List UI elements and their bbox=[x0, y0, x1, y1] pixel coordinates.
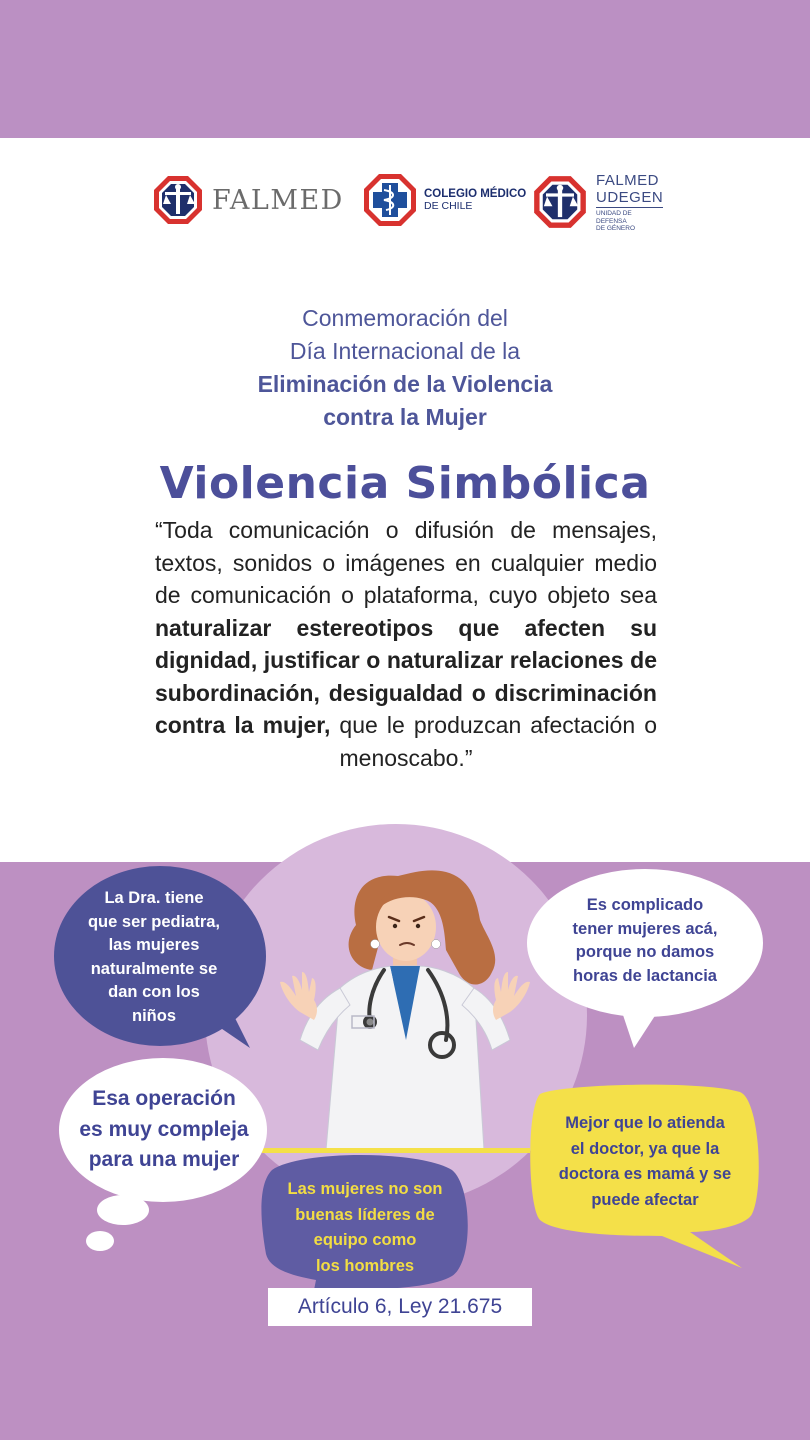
commemoration-heading bbox=[0, 302, 810, 434]
bubble-line: tener mujeres acá, bbox=[572, 919, 718, 938]
bubble-line: para una mujer bbox=[88, 1148, 240, 1171]
bubble-line: los hombres bbox=[315, 1256, 415, 1275]
falmed-shield-icon bbox=[152, 174, 204, 226]
quote-part1: “Toda comunicación o difusión de mensajes, textos, sonidos o imágenes en cualquier medio de comunicación o plataforma, cuyo objeto sea bbox=[155, 517, 657, 608]
commemoration-line1: Conmemoración del bbox=[302, 305, 508, 331]
bubble-doctor-text bbox=[538, 1111, 752, 1213]
bubble-line: dan con los bbox=[108, 983, 200, 1001]
bubble-line: que ser pediatra, bbox=[87, 912, 221, 931]
colegio-name-line2: DE CHILE bbox=[424, 200, 473, 212]
bubble-line: buenas líderes de bbox=[295, 1205, 435, 1224]
bubble-line: naturalmente se bbox=[90, 959, 218, 978]
falmed-udegen-logo bbox=[532, 172, 663, 233]
bubble-line: doctora es mamá y se bbox=[558, 1165, 732, 1183]
caduceus-cross-icon bbox=[362, 172, 418, 228]
udegen-sub3: DE GÉNERO bbox=[596, 225, 636, 232]
udegen-sub2: DEFENSA bbox=[596, 217, 627, 225]
bubble-lactancia-text bbox=[548, 894, 742, 988]
bubble-line: Mejor que lo atienda bbox=[565, 1114, 725, 1132]
bubble-line: las mujeres bbox=[108, 936, 200, 954]
bubble-line: Las mujeres no son bbox=[287, 1180, 443, 1198]
bubble-line: Esa operación bbox=[92, 1087, 236, 1110]
bubble-line: equipo como bbox=[313, 1231, 417, 1249]
udegen-sub1: UNIDAD DE bbox=[596, 210, 632, 217]
top-color-band bbox=[0, 0, 810, 138]
udegen-line1: FALMED bbox=[596, 172, 660, 189]
bubble-line: porque no damos bbox=[575, 943, 715, 961]
bubble-lideres-text bbox=[272, 1177, 458, 1279]
bubble-line: es muy compleja bbox=[79, 1117, 249, 1141]
definition-quote bbox=[155, 514, 657, 774]
falmed-logo bbox=[152, 174, 344, 226]
commemoration-line2: Día Internacional de la bbox=[289, 338, 521, 364]
bubble-operacion-text bbox=[66, 1084, 262, 1176]
bubble-line: Es complicado bbox=[586, 896, 704, 914]
table-line bbox=[262, 1148, 530, 1153]
udegen-line2: UDEGEN bbox=[596, 189, 664, 206]
falmed-logo-text: FALMED bbox=[212, 184, 344, 216]
page-title: Violencia Simbólica bbox=[159, 458, 651, 509]
bubble-line: niños bbox=[132, 1006, 176, 1025]
bubble-line: el doctor, ya que la bbox=[570, 1139, 720, 1158]
commemoration-line4: contra la Mujer bbox=[323, 404, 487, 430]
quote-part2: que le produzcan afectación o menoscabo.” bbox=[330, 712, 657, 771]
bubble-line: horas de lactancia bbox=[573, 966, 717, 985]
bubble-line: puede afectar bbox=[591, 1190, 699, 1209]
colegio-name-line1: COLEGIO MÉDICO bbox=[424, 188, 527, 200]
bubble-pediatra-text bbox=[72, 887, 236, 1028]
bubble-line: La Dra. tiene bbox=[104, 889, 204, 907]
commemoration-line3: Eliminación de la Violencia bbox=[257, 371, 553, 397]
falmed-shield-icon bbox=[532, 174, 588, 230]
law-reference: Artículo 6, Ley 21.675 bbox=[268, 1288, 532, 1326]
quote-bold: naturalizar estereotipos que afecten su dignidad, justificar o naturalizar relaciones de subordinación, desigualdad o discriminación contra la mujer, bbox=[155, 614, 657, 738]
colegio-medico-logo bbox=[362, 172, 526, 228]
